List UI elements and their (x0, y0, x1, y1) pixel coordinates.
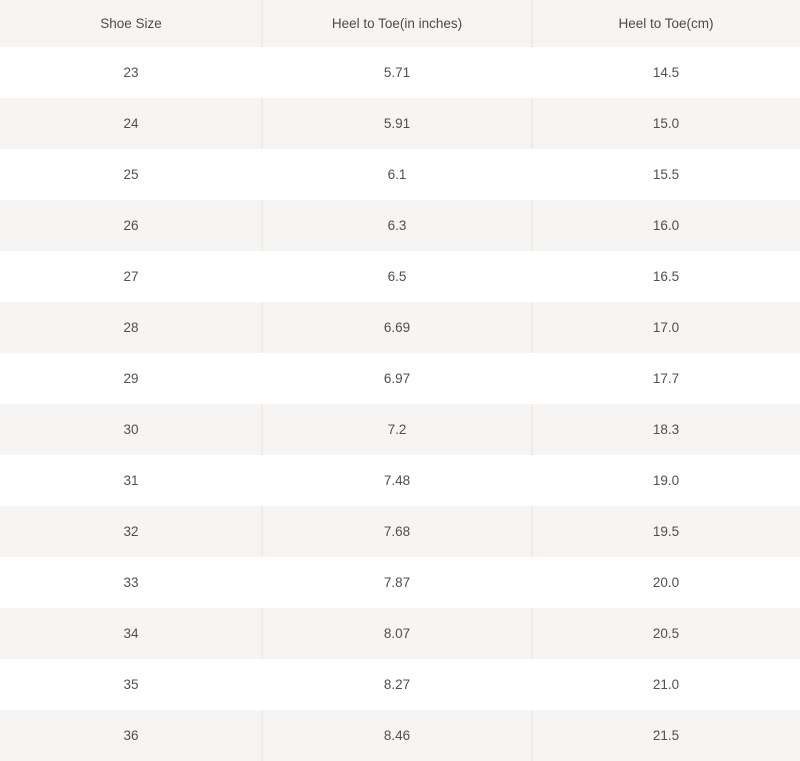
table-cell: 6.5 (387, 269, 407, 284)
table-row (0, 353, 800, 404)
table-cell: 28 (0, 302, 262, 353)
table-row (0, 659, 800, 710)
table-cell: 32 (0, 506, 262, 557)
table-cell: 33 (123, 575, 139, 590)
table-cell: 6.97 (383, 371, 411, 386)
table-row (0, 608, 800, 659)
table-cell: 26 (0, 200, 262, 251)
table-cell: 6.1 (387, 167, 407, 182)
table-cell: 21.0 (652, 677, 680, 692)
table-cell: 20.5 (532, 608, 800, 659)
table-cell: 17.0 (532, 302, 800, 353)
table-cell: 27 (123, 269, 139, 284)
table-row (0, 710, 800, 761)
table-cell: 35 (123, 677, 139, 692)
column-header-shoe-size: Shoe Size (0, 0, 262, 47)
table-row (0, 98, 800, 149)
table-row (0, 47, 800, 98)
table-cell: 16.5 (652, 269, 680, 284)
table-cell: 19.5 (532, 506, 800, 557)
table-cell: 7.48 (383, 473, 411, 488)
table-cell: 29 (123, 371, 139, 386)
table-cell: 15.0 (532, 98, 800, 149)
table-cell: 23 (123, 65, 139, 80)
table-header-row (0, 0, 800, 47)
table-cell: 14.5 (652, 65, 680, 80)
table-row (0, 302, 800, 353)
table-cell: 34 (0, 608, 262, 659)
table-cell: 5.91 (262, 98, 532, 149)
table-cell: 7.68 (262, 506, 532, 557)
table-cell: 5.71 (383, 65, 411, 80)
table-cell: 6.3 (262, 200, 532, 251)
table-cell: 7.2 (262, 404, 532, 455)
table-row (0, 404, 800, 455)
column-header-heel-to-toe-cm: Heel to Toe(cm) (532, 0, 800, 47)
table-row (0, 251, 800, 302)
table-row (0, 200, 800, 251)
table-cell: 17.7 (652, 371, 680, 386)
table-row (0, 455, 800, 506)
table-cell: 6.69 (262, 302, 532, 353)
table-cell: 25 (123, 167, 139, 182)
table-cell: 8.07 (262, 608, 532, 659)
table-row (0, 506, 800, 557)
table-cell: 18.3 (532, 404, 800, 455)
table-body (0, 47, 800, 761)
column-header-heel-to-toe-inches: Heel to Toe(in inches) (262, 0, 532, 47)
table-cell: 21.5 (532, 710, 800, 761)
table-row (0, 149, 800, 200)
table-cell: 20.0 (652, 575, 680, 590)
table-row (0, 557, 800, 608)
table-cell: 8.46 (262, 710, 532, 761)
table-cell: 19.0 (652, 473, 680, 488)
table-cell: 31 (123, 473, 139, 488)
table-cell: 15.5 (652, 167, 680, 182)
table-cell: 36 (0, 710, 262, 761)
table-cell: 8.27 (383, 677, 411, 692)
table-cell: 30 (0, 404, 262, 455)
table-header (0, 0, 800, 47)
table-cell: 7.87 (383, 575, 411, 590)
table-cell: 24 (0, 98, 262, 149)
table-cell: 16.0 (532, 200, 800, 251)
